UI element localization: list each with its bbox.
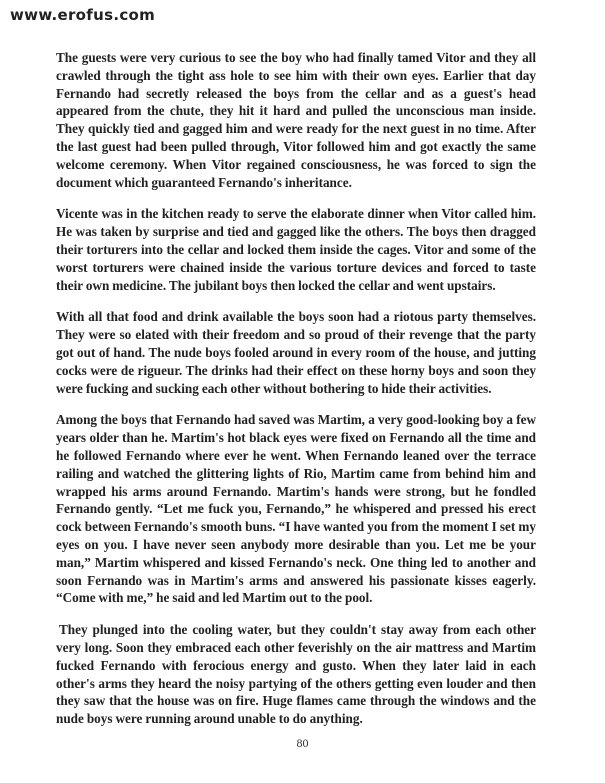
paragraph-3: With all that food and drink available the boys soon had a riotous party themselves. They were so elated with their freedom and so proud of their revenge that the party got out of hand. The nude boys fooled around in every room of the house, and jutting cocks were de rigueur. The drinks had their effect on these horny boys and soon they were fucking and sucking each other without bothering to hide their activities.: [56, 309, 536, 396]
paragraph-2: Vicente was in the kitchen ready to serve the elaborate dinner when Vitor called him. He was taken by surprise and tied and gagged like the others. The boys then dragged their torturers into the cellar and locked them inside the cages. Vitor and some of the worst torturers were chained inside the various torture devices and forced to taste their own medicine. The jubilant boys then locked the cellar and went upstairs.: [56, 206, 536, 293]
paragraph-5: They plunged into the cooling water, but they couldn't stay away from each other very long. Soon they embraced each other feverishly on the air mattress and Martim fucked Fernando with ferocious energy and gusto. When they later laid in each other's arms they heard the noisy partying of the others getting even louder and then they saw that the house was on fire. Huge flames came through the windows and the nude boys were running around unable to do anything.: [56, 622, 536, 727]
watermark-text: www.erofus.com: [10, 6, 156, 24]
site-watermark: [0, 0, 605, 30]
paragraph-4: Among the boys that Fernando had saved was Martim, a very good-looking boy a few years older than he. Martim's hot black eyes were fixed on Fernando all the time and he followed Fernando where ever he went. When Fernando leaned over the terrace railing and watched the glittering lights of Rio, Martim came from behind him and wrapped his arms around Fernando. Martim's hands were strong, but he fondled Fernando gently. “Let me fuck you, Fernando,” he whispered and pressed his erect cock between Fernando's smooth buns. “I have wanted you from the moment I set my eyes on you. I have never seen anybody more desirable than you. Let me be your man,” Martim whispered and kissed Fernando's neck. One thing led to another and soon Fernando was in Martim's arms and answered his passionate kisses eagerly. “Come with me,” he said and led Martim out to the pool.: [56, 412, 536, 606]
page-number: 80: [296, 736, 309, 750]
book-page: [56, 49, 536, 742]
paragraph-1: The guests were very curious to see the boy who had finally tamed Vitor and they all crawled through the tight ass hole to see him with their own eyes. Earlier that day Fernando had secretly released the boys from the cellar and as a guest's head appeared from the chute, they hit it hard and pulled the unconscious man inside. They quickly tied and gagged him and were ready for the next guest in no time. After the last guest had been pulled through, Vitor followed him and got exactly the same welcome ceremony. When Vitor regained consciousness, he was forced to sign the document which guaranteed Fernando's inheritance.: [56, 50, 536, 190]
